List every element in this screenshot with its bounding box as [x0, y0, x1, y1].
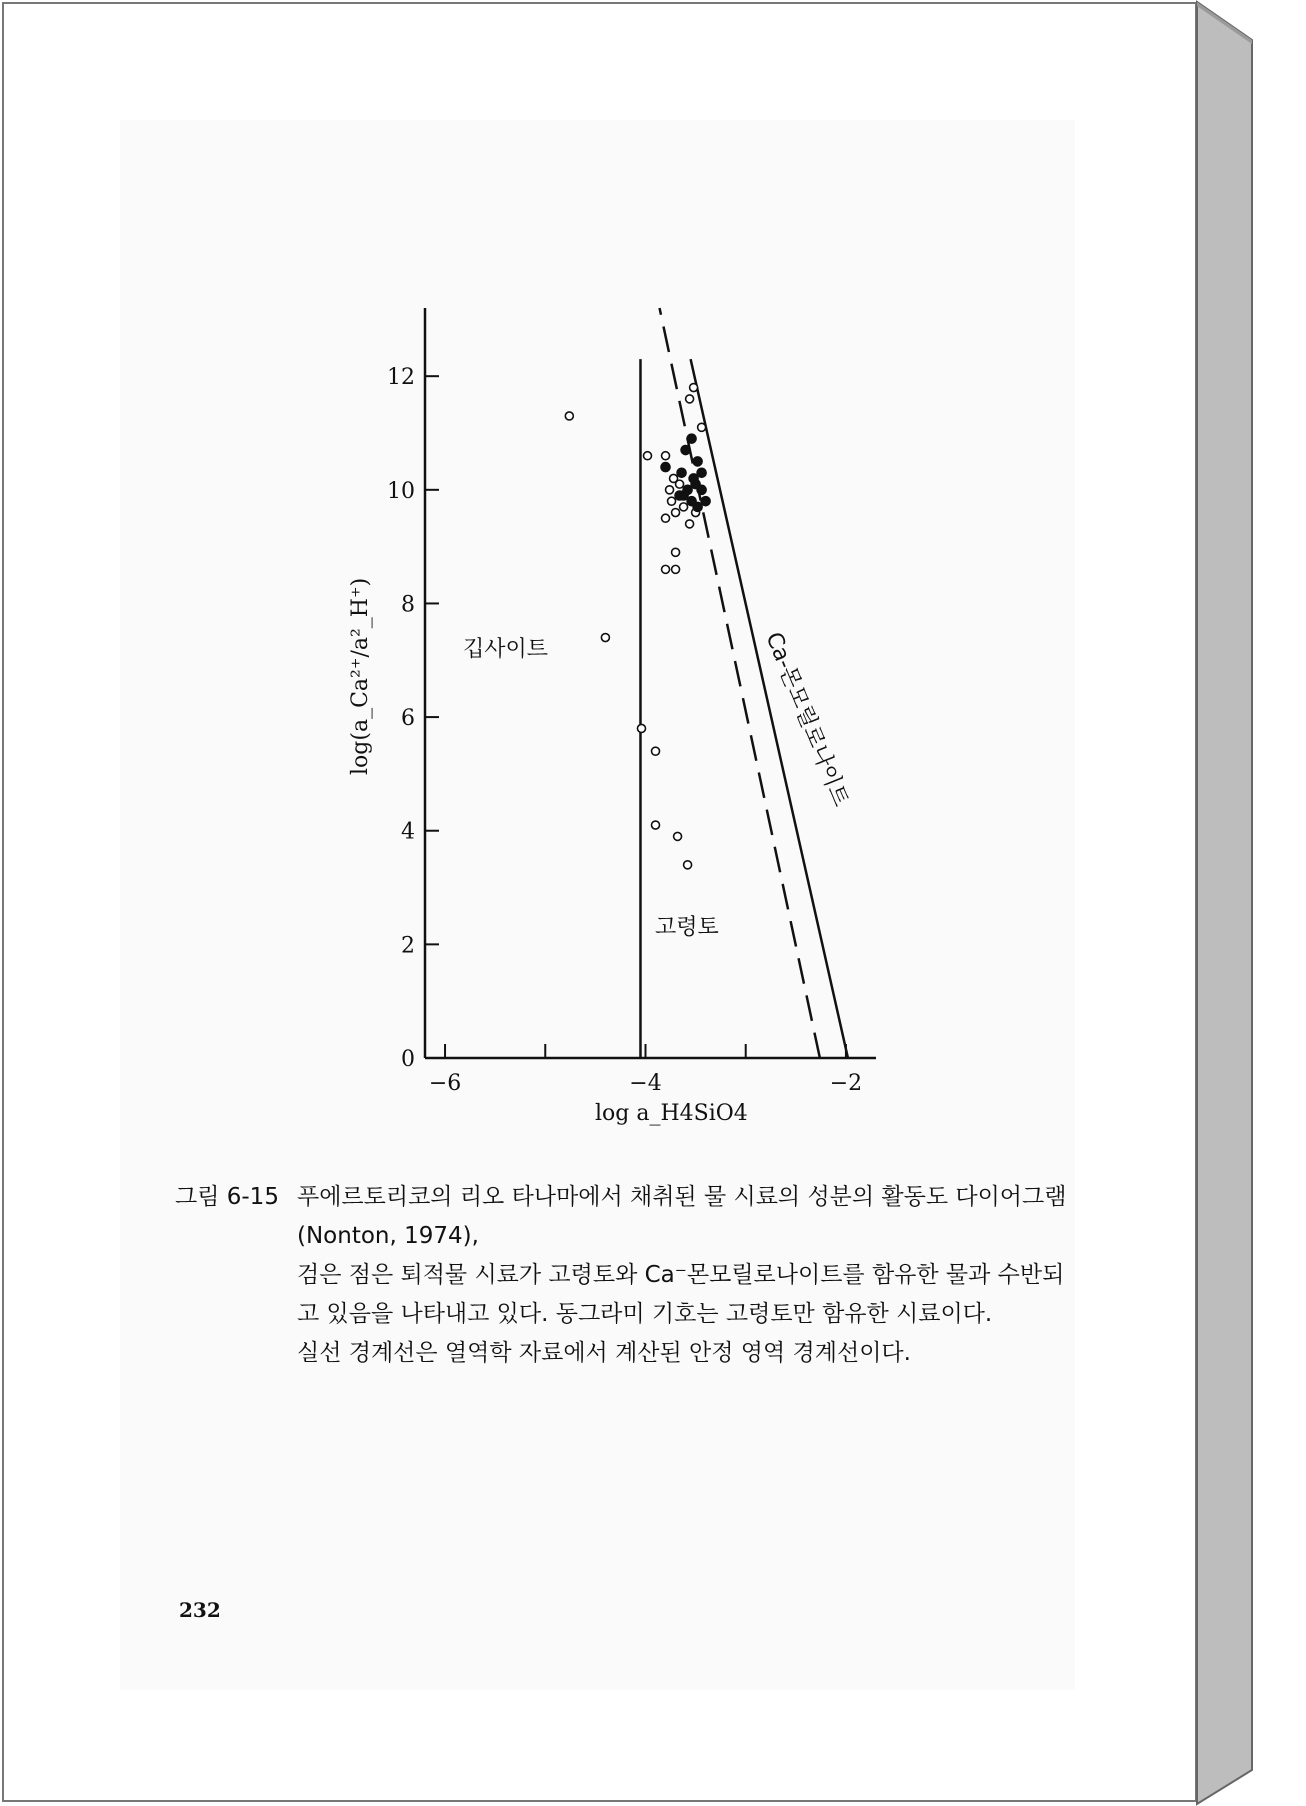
y-tick-label: 10 — [387, 478, 415, 504]
open-data-point — [672, 509, 680, 517]
open-data-point — [662, 514, 670, 522]
open-data-point — [668, 497, 676, 505]
open-data-point — [643, 452, 651, 460]
filled-data-point — [691, 480, 700, 489]
open-data-point — [684, 861, 692, 869]
open-data-point — [674, 832, 682, 840]
filled-data-point — [697, 468, 706, 477]
open-data-point — [672, 565, 680, 573]
open-data-point — [686, 520, 694, 528]
axes — [425, 308, 876, 1058]
open-data-point — [676, 480, 684, 488]
x-tick-label: −6 — [428, 1071, 462, 1096]
region-label-kaolinite: 고령토 — [655, 915, 719, 940]
open-data-point — [601, 634, 609, 642]
filled-data-point — [687, 434, 696, 443]
region-label-gibbsite: 깁사이트 — [463, 637, 549, 662]
figure-caption — [175, 1178, 1075, 1373]
y-axis-title: log(a_Ca²⁺/a²_H⁺) — [348, 577, 373, 775]
y-tick-label: 2 — [401, 933, 415, 959]
filled-data-point — [693, 457, 702, 466]
open-data-point — [652, 821, 660, 829]
caption-title: 푸에르토리코의 리오 타나마에서 채취된 물 시료의 성분의 활동도 다이어그램(Nonton, 1974), — [297, 1184, 1067, 1249]
caption-paragraph-2: 실선 경계선은 열역학 자료에서 계산된 안정 영역 경계선이다. — [297, 1340, 911, 1366]
y-tick-label: 4 — [401, 819, 415, 845]
open-data-point — [686, 395, 694, 403]
open-data-point — [662, 452, 670, 460]
x-tick-label: −2 — [829, 1071, 863, 1096]
open-data-point — [637, 724, 645, 732]
data-points — [565, 384, 710, 869]
open-data-point — [698, 423, 706, 431]
tick-labels — [387, 365, 862, 1096]
filled-data-point — [679, 491, 688, 500]
caption-paragraph-1: 검은 점은 퇴적물 시료가 고령토와 Ca⁻몬모릴로나이트를 함유한 물과 수반되고 있음을 나타내고 있다. 동그라미 기호는 고령토만 함유한 시료이다. — [297, 1262, 1065, 1327]
open-data-point — [690, 384, 698, 392]
open-data-point — [662, 565, 670, 573]
y-tick-label: 8 — [401, 592, 415, 618]
filled-data-point — [693, 502, 702, 511]
x-axis-title: log a_H4SiO4 — [595, 1101, 748, 1126]
y-tick-label: 0 — [401, 1047, 415, 1072]
filled-data-point — [677, 468, 686, 477]
boundary-lines — [640, 308, 847, 1058]
region-label-ca-montmorillonite: Ca-몬모릴로나이트 — [760, 628, 854, 811]
open-data-point — [565, 412, 573, 420]
filled-data-point — [681, 446, 690, 455]
y-tick-label: 6 — [401, 706, 415, 732]
page-number: 232 — [179, 1598, 221, 1622]
y-tick-label: 12 — [387, 365, 415, 391]
solid-boundary — [691, 359, 848, 1058]
open-data-point — [680, 503, 688, 511]
filled-data-point — [701, 497, 710, 506]
open-data-point — [652, 747, 660, 755]
open-data-point — [666, 486, 674, 494]
filled-data-point — [661, 463, 670, 472]
open-data-point — [672, 548, 680, 556]
caption-label: 그림 6-15 — [175, 1184, 279, 1210]
x-tick-label: −4 — [629, 1071, 662, 1096]
